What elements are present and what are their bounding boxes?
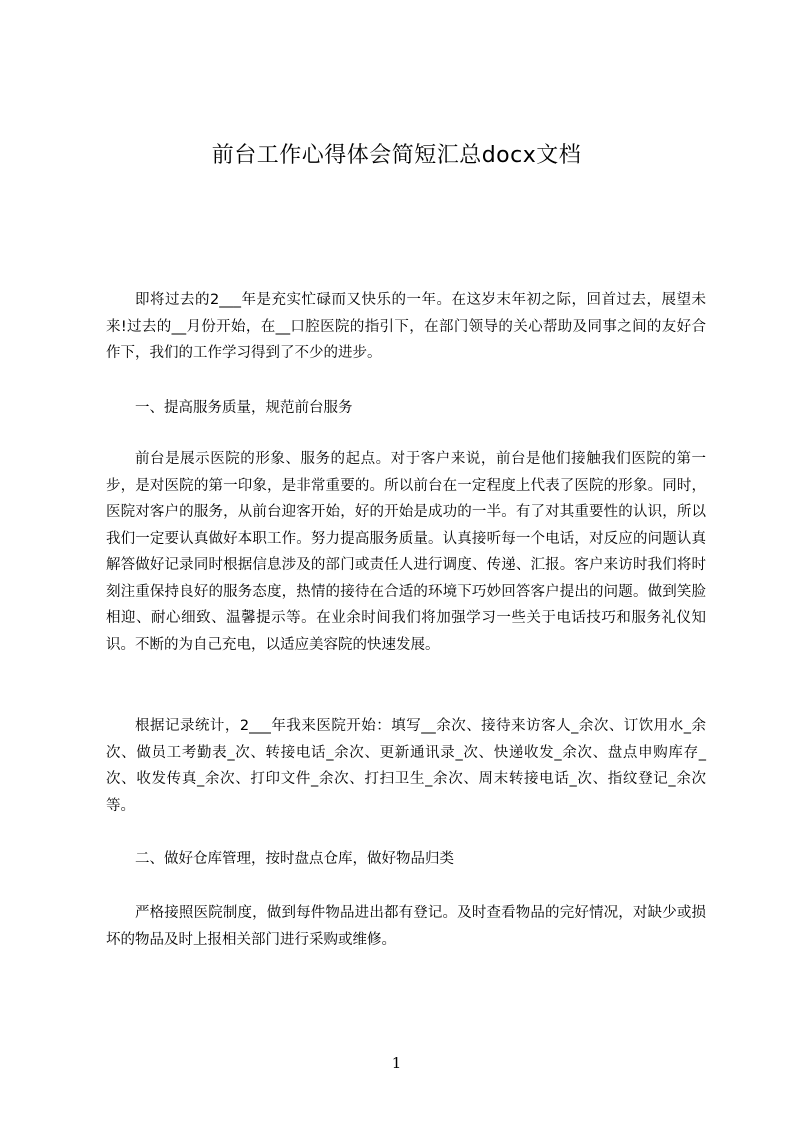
paragraph-statistics: 根据记录统计，2___年我来医院开始：填写__余次、接待来访客人_余次、订饮用水_余次、做员工考勤表_次、转接电话_余次、更新通讯录_次、快递收发_余次、盘点申购库存_次、收发传真_余次、打印文件_余次、打扫卫生_余次、周末转接电话_次、指纹登记_余次等。 <box>106 718 706 814</box>
section-heading-2: 二、做好仓库管理，按时盘点仓库，做好物品归类 <box>135 851 454 867</box>
page-number: 1 <box>391 1054 402 1072</box>
paragraph-warehouse: 严格接照医院制度，做到每件物品进出都有登记。及时查看物品的完好情况，对缺少或损坏的物品及时上报相关部门进行采购或维修。 <box>106 905 706 948</box>
document-title: 前台工作心得体会简短汇总docx文档 <box>211 143 582 168</box>
paragraph-front-desk: 前台是展示医院的形象、服务的起点。对于客户来说，前台是他们接触我们医院的第一步，是对医院的第一印象，是非常重要的。所以前台在一定程度上代表了医院的形象。同时，医院对客户的服务，从前台迎客开始，好的开始是成功的一半。有了对其重要性的认识，所以我们一定要认真做好本职工作。努力提高服务质量。认真接听每一个电话，对反应的问题认真解答做好记录同时根据信息涉及的部门或责任人进行调度、传递、汇报。客户来访时我们将时刻注重保持良好的服务态度，热情的接待在合适的环境下巧妙回答客户提出的问题。做到笑脸相迎、耐心细致、温馨提示等。在业余时间我们将加强学习一些关于电话技巧和服务礼仪知识。不断的为自己充电，以适应美容院的快速发展。 <box>106 451 706 653</box>
paragraph-intro: 即将过去的2___年是充实忙碌而又快乐的一年。在这岁末年初之际，回首过去，展望未来!过去的__月份开始，在__口腔医院的指引下，在部门领导的关心帮助及同事之间的友好合作下，我们的工作学习得到了不少的进步。 <box>106 292 706 361</box>
section-heading-1: 一、提高服务质量，规范前台服务 <box>135 400 353 416</box>
